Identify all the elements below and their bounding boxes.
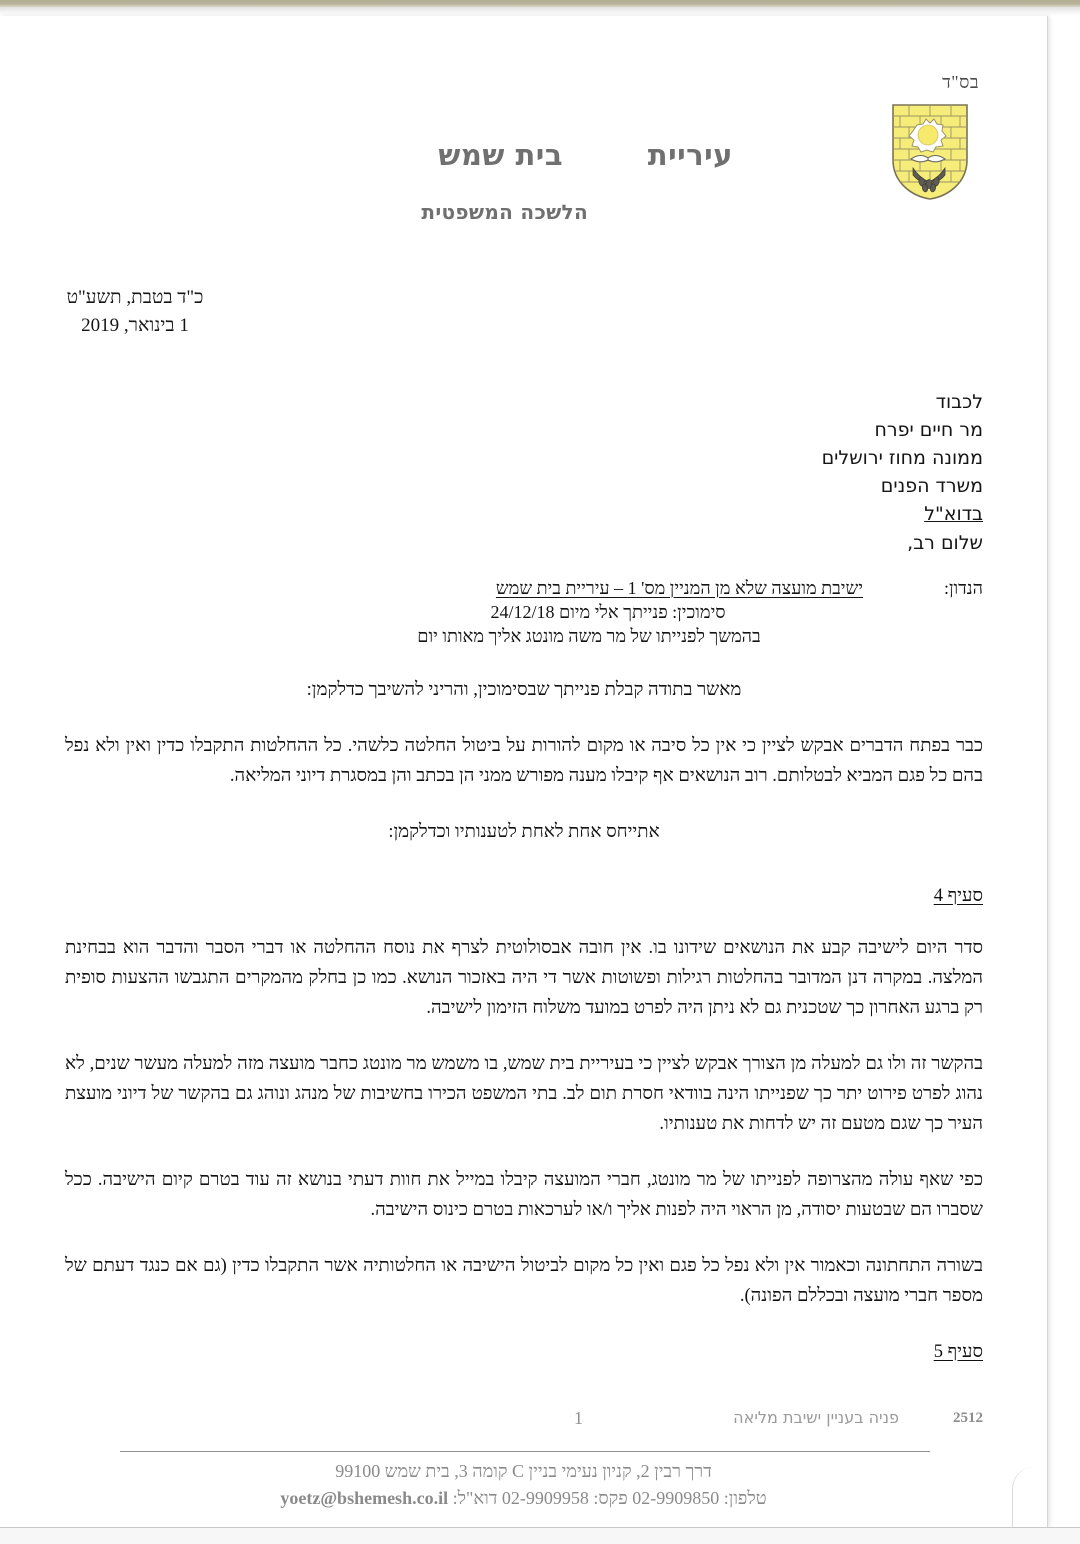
window-title-bar [0,0,1080,7]
window-top-shadow [0,7,1080,16]
section-4-paragraph-2: בהקשר זה ולו גם למעלה מן הצורך אבקש לציין כי בעיריית בית שמש, בו משמש מר מונטג כחבר מועצה מזה למעלה מעשר שנים, לא נהוג לפרט פירוט יתר כך שפנייתו הינה בוודאי חסרת תום לב. בתי המשפט הכירו בחשיבות של מנהג ונוהג גם בהקשר של דיוני מועצת העיר כך שגם מטעם זה יש לדחות את טענותיו. [65,1053,983,1134]
beit-shemesh-coat-of-arms-icon [889,102,971,202]
subject-block [65,578,983,647]
greeting-line: שלום רב, [907,532,983,554]
footer-phone-label: טלפון: [723,1488,767,1508]
body-intro: מאשר בתודה קבלת פנייתך שבסימוכין, והריני להשיבך כדלקמן: [306,680,742,700]
subject-row [65,578,983,599]
letter-body [65,676,983,1390]
footer-contact-line [0,1485,1047,1512]
letterhead [53,60,983,230]
subject-value: ישיבת מועצה שלא מן המניין מס' 1 – עיריית בית שמש [495,578,863,598]
footer-fax-label: פקס: [593,1488,628,1508]
section-5-heading: סעיף 5 [933,1341,983,1362]
addressee-organization: משרד הפנים [880,475,983,498]
page-corner-fold [1012,1467,1047,1527]
footer-meta [33,1408,983,1438]
subject-reference: סימוכין: פנייתך אלי מיום 24/12/18 [490,602,726,622]
addressee-delivery-method: בדוא"ל [924,503,983,526]
document-page [0,16,1048,1527]
addressee-salutation: לכבוד [935,391,983,413]
date-block [0,284,270,339]
footer-fax-value: 02-9909958 [501,1488,589,1508]
addressee-block [683,388,983,529]
document-id-marker: 2512 [953,1410,983,1426]
date-hebrew: כ"ד בטבת, תשע"ט [66,287,204,308]
section-4-paragraph-4: בשורה התחתונה וכאמור אין ולא נפל כל פגם ואין כל מקום לביטול הישיבה או החלטותיה אשר התקבלו כדין (גם אם כנגד דעתם של מספר חברי מועצה ובכללם הפונה). [65,1255,983,1306]
body-intro-2: אתייחס אחת לאחת לטענותיו וכדלקמן: [388,821,660,842]
organization-title: עיריית בית שמש [438,138,733,172]
section-4-paragraph-1: סדר היום לישיבה קבע את הנושאים שידונו בו. אין חובה אבסולוטית לצרף את נוסח ההחלטה או דברי הסבר והדבר הוא בבחינת המלצה. במקרה דנן המדובר בהחלטות רגילות ופשוטות אשר די היה באזכור הנושא. כמו כן בחלק מהמקרים התגבשו ההצעות סופית רק ברגע האחרון כך שטכנית גם לא ניתן היה לפרט במועד משלוח הזימון לישיבה. [65,937,983,1018]
footer-phone-value: 02-9909850 [632,1488,720,1508]
addressee-name: מר חיים יפרח [874,419,983,442]
section-4-paragraph-3: כפי שאף עולה מהצרופה לפנייתו של מר מונטג, חברי המועצה קיבלו במייל את חוות דעתי בנושא זה עוד בטרם קיום הישיבה. ככל שסברו הם שבטעות יסודה, מן הראוי היה לפנות אליך ו/או לערכאות בטרם כינוס הישיבה. [65,1169,983,1220]
subject-label: הנדון: [943,578,983,598]
date-gregorian: 1 בינואר, 2019 [81,314,189,336]
addressee-role: ממונה מחוז ירושלים [821,447,983,470]
body-paragraph-1: כבר בפתח הדברים אבקש לציין כי אין כל סיבה או מקום להורות על ביטול החלטה כלשהי. כל ההחלטות התקבלו כדין ואין ולא נפל בהם כל פגם המביא לבטלותם. רוב הנושאים אף קיבלו מענה מפורש ממני הן בכתב והן במסגרת דיוני המליאה. [65,735,983,786]
footer-contact-block [0,1458,1047,1512]
footer-page-number: 1 [574,1408,583,1428]
footer-email-label: דוא"ל: [452,1488,498,1508]
window-bottom-shadow [0,1528,1080,1544]
footer-address: דרך רבין 2, קניון נעימי בניין C קומה 3, בית שמש 99100 [335,1461,712,1481]
footer-running-subject: פניה בעניין ישיבת מליאה [733,1408,899,1427]
section-4-heading: סעיף 4 [933,885,983,906]
bsd-inscription: בס"ד [942,72,979,92]
subject-followup: בהמשך לפנייתו של מר משה מונטג אליך מאותו יום [417,626,761,646]
footer-divider [120,1451,930,1452]
department-subtitle: הלשכה המשפטית [421,200,588,224]
footer-email-value[interactable]: yoetz@bshemesh.co.il [280,1488,449,1508]
spacer [65,874,983,882]
